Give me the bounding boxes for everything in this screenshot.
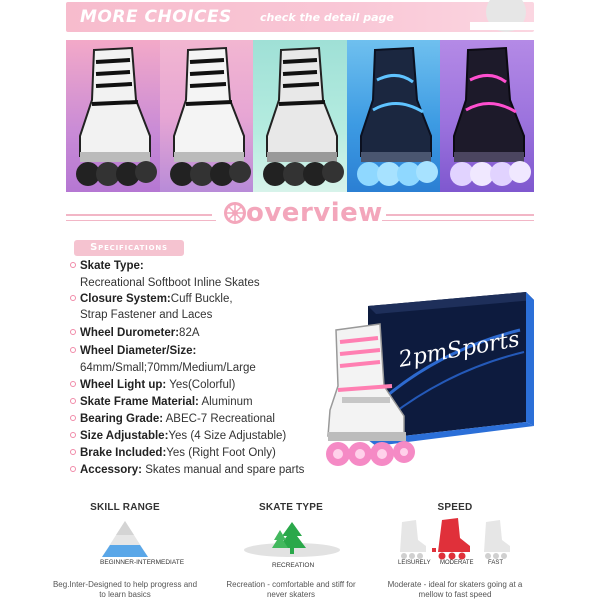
banner-subtitle: check the detail page xyxy=(260,11,394,24)
spec-wheel-diameter-value: 64mm/Small;70mm/Medium/Large xyxy=(80,362,256,374)
overview-divider-right xyxy=(386,214,534,216)
skate-option-2 xyxy=(160,40,254,192)
speed-description: Moderate - ideal for skaters going at a mellow to fast speed xyxy=(387,580,523,599)
skate-type-column xyxy=(216,502,366,599)
trees-icon xyxy=(242,520,342,565)
skate-option-4 xyxy=(347,40,441,192)
bullet-icon xyxy=(70,449,76,455)
spec-wheel-light: Wheel Light up: Yes(Colorful) xyxy=(70,378,235,393)
spec-accessory: Accessory: Skates manual and spare parts xyxy=(70,463,304,478)
skate-type-label: RECREATION xyxy=(272,562,315,569)
spec-skate-type-value: Recreational Softboot Inline Skates xyxy=(80,277,260,289)
bullet-icon xyxy=(70,398,76,404)
spec-brake: Brake Included:Yes (Right Foot Only) xyxy=(70,446,276,461)
spec-wheel-diameter: Wheel Diameter/Size: xyxy=(70,344,196,359)
overview-divider-right-thin xyxy=(382,220,534,221)
spec-size-adjustable: Size Adjustable:Yes (4 Size Adjustable) xyxy=(70,429,286,444)
more-choices-banner xyxy=(66,2,534,32)
bullet-icon xyxy=(70,381,76,387)
skate-option-1 xyxy=(66,40,160,192)
overview-title: overview xyxy=(246,198,383,228)
skill-triangle-icon xyxy=(100,519,150,564)
product-image xyxy=(320,290,540,495)
spec-closure-system-cont: Strap Fastener and Laces xyxy=(80,309,213,321)
speed-level-leisurely: LEISURELY xyxy=(398,560,431,566)
overview-divider-left xyxy=(66,214,212,216)
skate-option-3 xyxy=(253,40,347,192)
overview-divider-left-thin xyxy=(66,220,216,221)
bullet-icon xyxy=(70,329,76,335)
wheel-icon xyxy=(224,202,246,229)
skill-range-label: BEGINNER-INTERMEDIATE xyxy=(100,559,185,566)
bullet-icon xyxy=(70,415,76,421)
color-options-strip xyxy=(66,40,534,192)
spec-skate-type: Skate Type: xyxy=(70,259,144,274)
speed-level-moderate: MODERATE xyxy=(440,560,474,566)
skate-type-heading: SKATE TYPE xyxy=(258,502,324,513)
spec-frame-material: Skate Frame Material: Aluminum xyxy=(70,395,253,410)
bullet-icon xyxy=(70,262,76,268)
spec-closure-system: Closure System:Cuff Buckle, xyxy=(70,292,233,307)
speed-heading: SPEED xyxy=(437,502,473,513)
spec-bearing-grade: Bearing Grade: ABEC-7 Recreational xyxy=(70,412,275,427)
banner-title: MORE CHOICES xyxy=(80,7,232,27)
skate-type-description: Recreation - comfortable and stiff for never skaters xyxy=(226,580,356,599)
speed-skates-icon xyxy=(396,516,516,565)
skate-option-5 xyxy=(440,40,534,192)
bullet-icon xyxy=(70,295,76,301)
bullet-icon xyxy=(70,347,76,353)
banner-decoration xyxy=(470,0,534,32)
box-brand-text: 2pmSports xyxy=(396,327,522,373)
speed-level-fast: FAST xyxy=(488,560,504,566)
bullet-icon xyxy=(70,466,76,472)
skill-range-description: Beg.Inter-Designed to help progress and to learn basics xyxy=(52,580,198,599)
bullet-icon xyxy=(70,432,76,438)
specifications-tag: Specifications xyxy=(74,240,184,256)
skill-range-heading: SKILL RANGE xyxy=(90,502,160,513)
spec-wheel-durometer: Wheel Durometer:82A xyxy=(70,326,200,341)
